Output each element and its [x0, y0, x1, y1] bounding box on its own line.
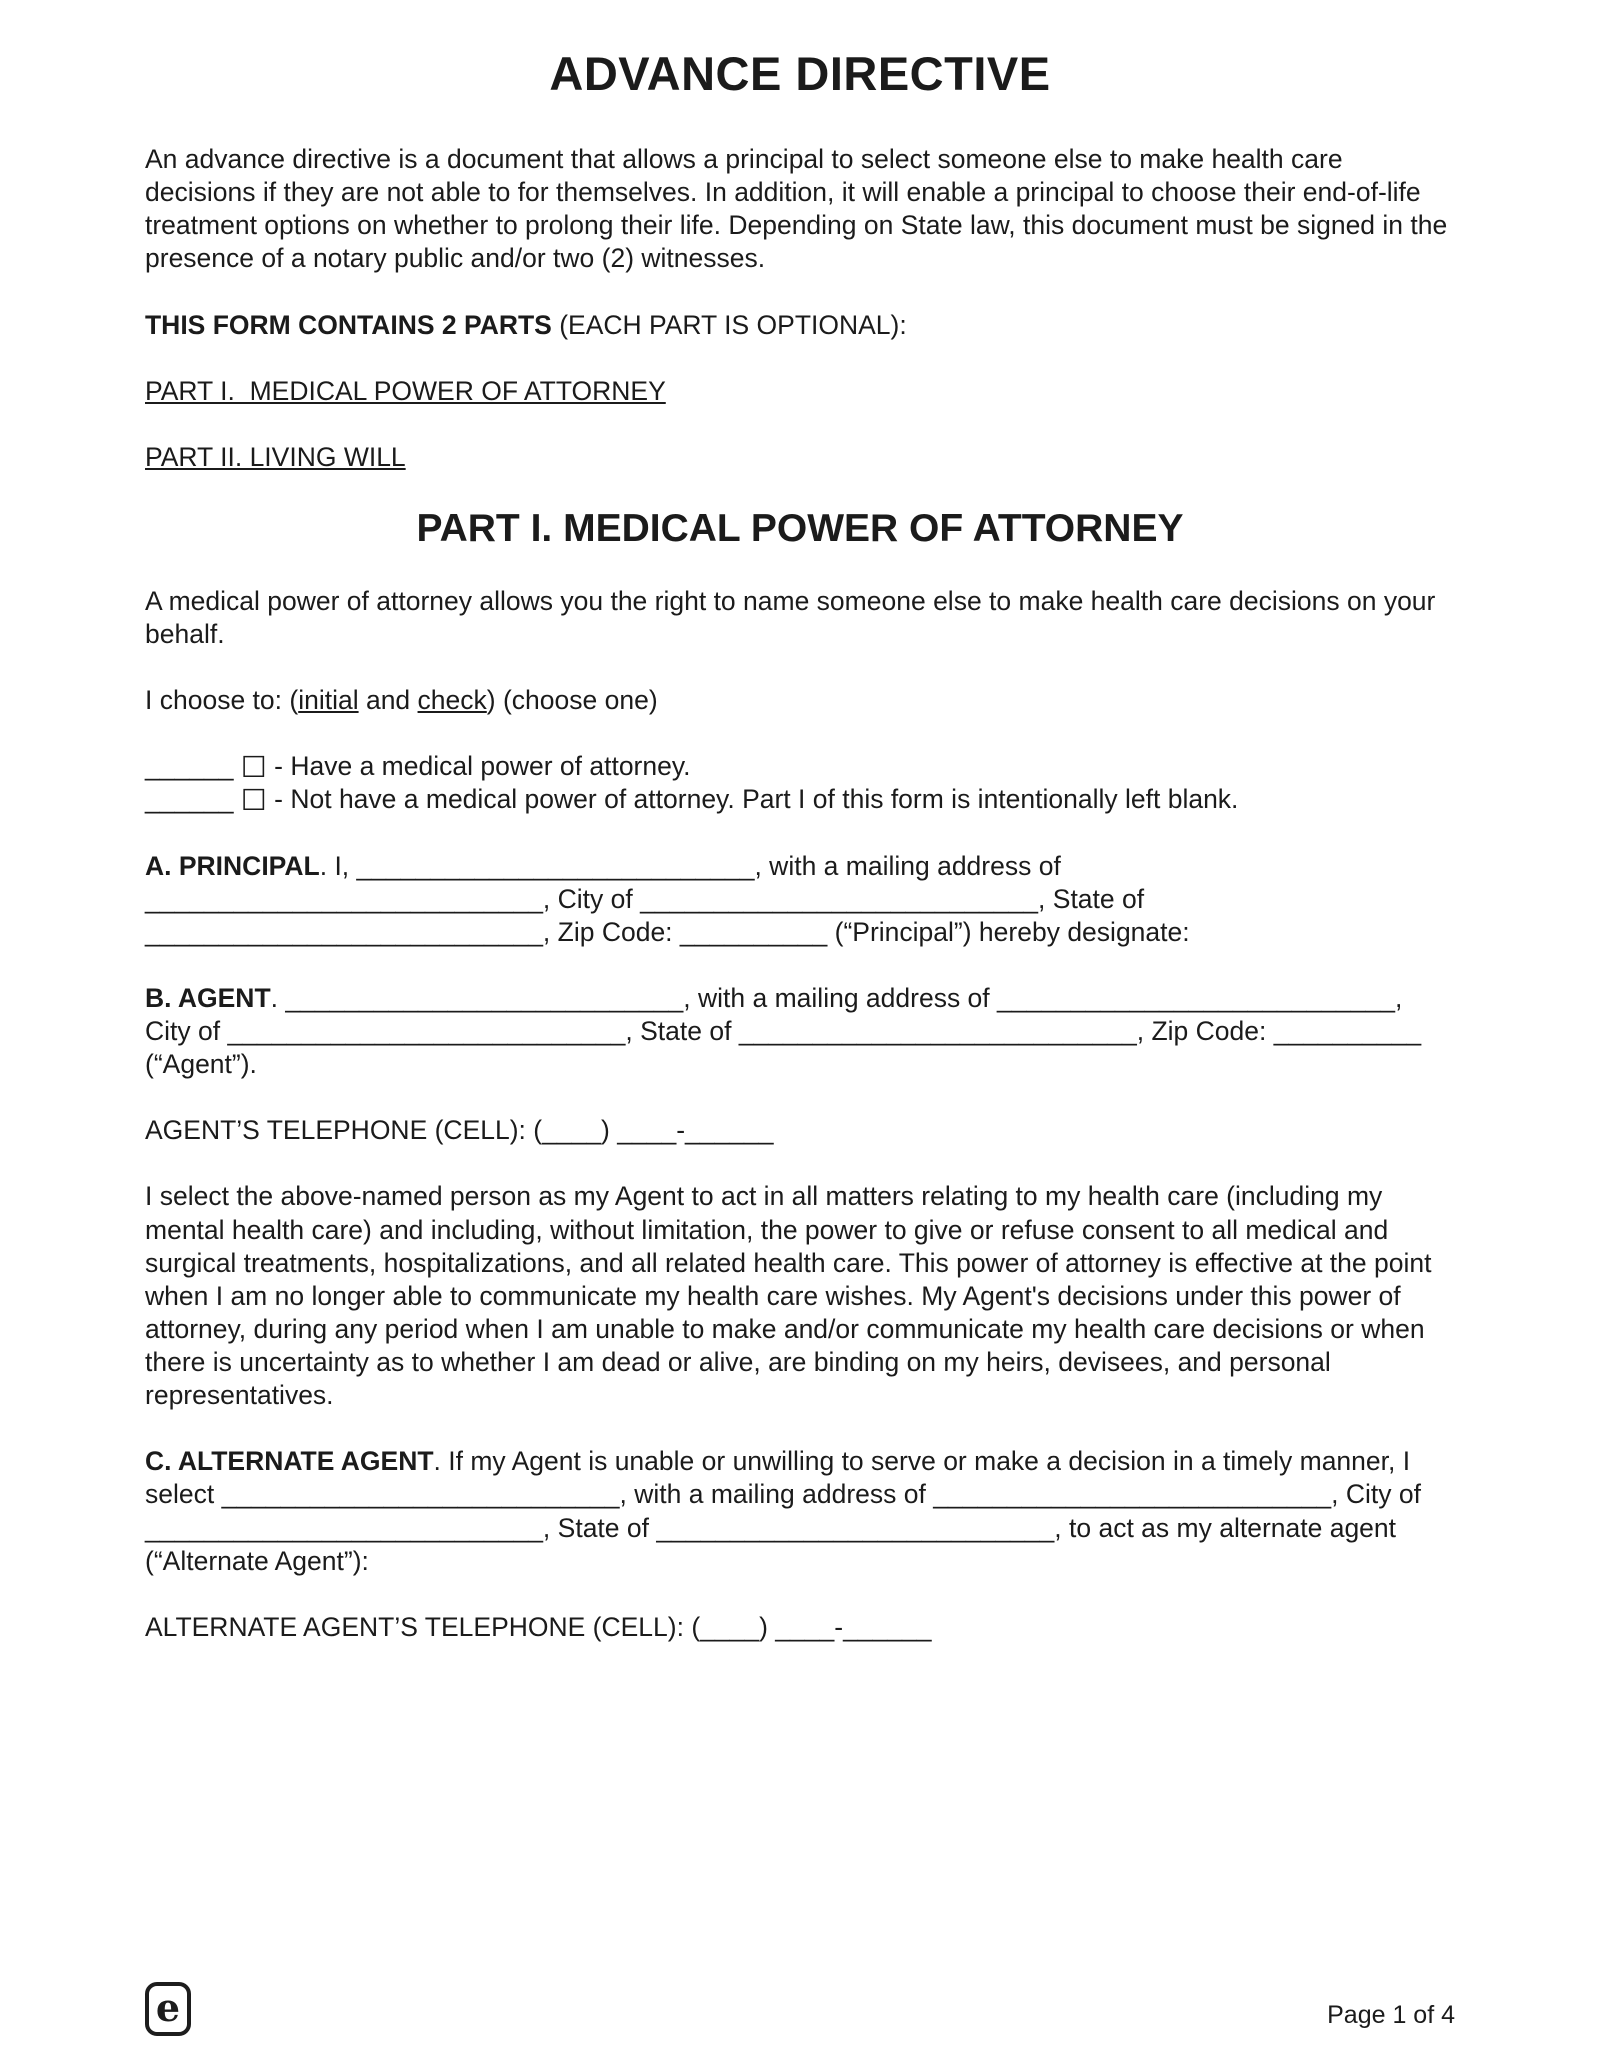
- part1-link: PART I. MEDICAL POWER OF ATTORNEY: [145, 375, 666, 406]
- part1-description: A medical power of attorney allows you the right to name someone else to make health care decisions on your behalf.: [145, 585, 1436, 649]
- section-alternate-agent: [145, 1445, 1455, 1578]
- agent-phone-line: AGENT’S TELEPHONE (CELL): (____) ____-______: [145, 1115, 774, 1146]
- option-not-have-initial-blank: ______: [145, 784, 241, 815]
- section-alternate-agent-text: . If my Agent is unable or unwilling to serve or make a decision in a timely manner, I select ___________________________, with a mailing address of ___________________________, City of ___________________________, State of ___________________________, to act as my alternate agent (“Alternate Agent”):: [145, 1446, 1421, 1576]
- checkbox-icon: ☐: [240, 785, 267, 818]
- part2-link: PART II. LIVING WILL: [145, 441, 406, 472]
- section-alternate-agent-label: C. ALTERNATE AGENT: [145, 1446, 434, 1477]
- agent-powers-paragraph: I select the above-named person as my Agent to act in all matters relating to my health care (including my mental health care) and including, without limitation, the power to give or refuse consent to all medical and surgical treatments, hospitalizations, and all related health care. This power of attorney is effective at the point when I am no longer able to communicate my health care wishes. My Agent's decisions under this power of attorney, during any period when I am unable to make and/or communicate my health care decisions or when there is uncertainty as to whether I am dead or alive, are binding on my heirs, devisees, and personal representatives.: [145, 1181, 1432, 1411]
- section-agent: [145, 982, 1455, 1081]
- parts-note: [145, 309, 1455, 342]
- part1-heading: PART I. MEDICAL POWER OF ATTORNEY: [416, 506, 1184, 550]
- eforms-logo-letter: e: [155, 1984, 181, 2030]
- eforms-logo: [145, 1982, 191, 2036]
- checkbox-icon: ☐: [240, 752, 267, 785]
- choose-check: check: [417, 685, 487, 716]
- part1-link-line: [145, 375, 1455, 408]
- option-have-poa: [145, 750, 1455, 783]
- choose-post: ) (choose one): [486, 685, 658, 716]
- alternate-agent-phone-line: ALTERNATE AGENT’S TELEPHONE (CELL): (____) ____-______: [145, 1611, 932, 1642]
- option-have-initial-blank: ______: [145, 751, 241, 782]
- choose-mid: and: [358, 685, 418, 716]
- parts-note-rest: (EACH PART IS OPTIONAL):: [551, 309, 907, 340]
- section-agent-text: . ___________________________, with a mailing address of ___________________________, City of ___________________________, State of ___________________________, Zip Code: __________ (“Agent”).: [145, 982, 1422, 1080]
- option-have-text: - Have a medical power of attorney.: [266, 751, 691, 782]
- choose-line: [145, 684, 1455, 717]
- choose-pre: I choose to: (: [145, 685, 299, 716]
- section-principal: [145, 850, 1455, 949]
- option-not-have-poa: [145, 783, 1455, 816]
- part2-link-line: [145, 441, 1455, 474]
- page-title: ADVANCE DIRECTIVE: [549, 47, 1051, 100]
- choose-initial: initial: [298, 685, 359, 716]
- page-footer: [0, 1982, 1600, 2036]
- section-principal-text: . I, ___________________________, with a mailing address of ___________________________, City of ___________________________, State of ___________________________, Zip Code: __________ (“Principal”) hereby designate:: [145, 850, 1190, 947]
- page-number: Page 1 of 4: [1327, 2001, 1455, 2029]
- option-not-have-text: - Not have a medical power of attorney. Part I of this form is intentionally left blank.: [266, 784, 1239, 815]
- intro-paragraph: An advance directive is a document that allows a principal to select someone else to make health care decisions if they are not able to for themselves. In addition, it will enable a principal to choose their end-of-life treatment options on whether to prolong their life. Depending on State law, this document must be signed in the presence of a notary public and/or two (2) witnesses.: [145, 144, 1448, 274]
- parts-note-bold: THIS FORM CONTAINS 2 PARTS: [145, 309, 552, 340]
- section-principal-label: A. PRINCIPAL: [145, 850, 320, 881]
- section-agent-label: B. AGENT: [145, 982, 271, 1013]
